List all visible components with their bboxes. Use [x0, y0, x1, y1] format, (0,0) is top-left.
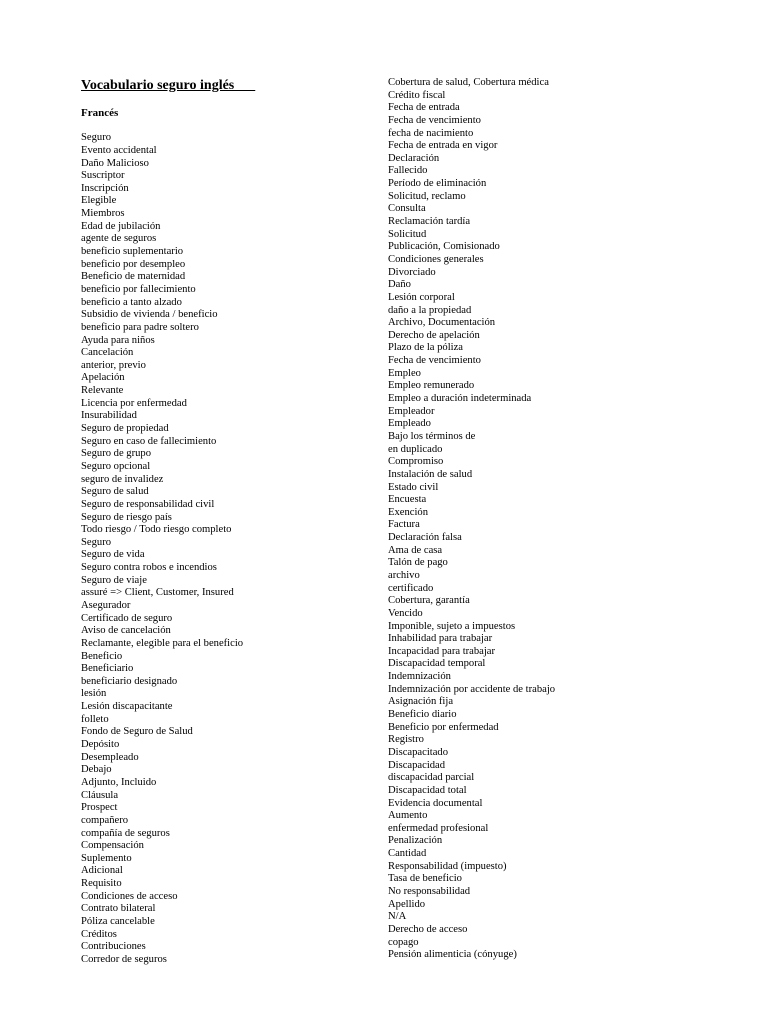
vocab-term: Declaración: [388, 152, 440, 164]
vocab-term: Vencido: [388, 607, 423, 619]
vocab-term: Relevante: [81, 385, 124, 397]
vocab-term: Fecha de vencimiento: [388, 355, 481, 367]
vocab-term: beneficio por fallecimiento: [81, 283, 196, 295]
vocab-term: Condiciones generales: [388, 253, 484, 265]
vocab-term: Discapacidad temporal: [388, 658, 486, 670]
vocab-term: beneficiario designado: [81, 675, 178, 687]
vocab-term: Adjunto, Incluido: [81, 776, 157, 788]
vocab-term: Inscripción: [81, 182, 129, 194]
vocab-term: Inhabilidad para trabajar: [388, 633, 493, 645]
vocab-term: Registro: [388, 734, 424, 746]
vocab-term: Apelación: [81, 372, 125, 384]
vocab-term: Cobertura de salud, Cobertura médica: [388, 77, 549, 88]
vocab-term: Exención: [388, 506, 429, 518]
vocab-term: copago: [388, 936, 419, 948]
vocab-term: Seguro: [81, 536, 112, 548]
vocab-term: Tasa de beneficio: [388, 873, 462, 885]
vocab-term: Aviso de cancelación: [81, 625, 171, 637]
vocab-term: Beneficio diario: [388, 709, 457, 721]
vocab-term: Compromiso: [388, 456, 444, 468]
vocab-term: Discapacidad: [388, 759, 446, 771]
vocab-term: Seguro contra robos e incendios: [81, 562, 217, 574]
vocab-term: Indemnización por accidente de trabajo: [388, 683, 556, 695]
vocab-term: Solicitud: [388, 228, 427, 240]
vocab-term: Asegurador: [81, 599, 131, 611]
vocab-term: Elegible: [81, 195, 117, 207]
vocab-term: Fallecido: [388, 165, 428, 177]
vocab-term: Responsabilidad (impuesto): [388, 860, 507, 872]
vocab-term: Créditos: [81, 928, 117, 940]
vocab-term: Instalación de salud: [388, 468, 473, 480]
vocab-term: daño a la propiedad: [388, 304, 472, 316]
vocab-term: Seguro de riesgo país: [81, 511, 172, 523]
vocab-term: seguro de invalidez: [81, 473, 164, 485]
vocab-term: Empleador: [388, 405, 435, 417]
vocab-term: Factura: [388, 519, 420, 531]
vocab-term: Contrato bilateral: [81, 903, 156, 915]
vocab-term: Talón de pago: [388, 557, 448, 569]
vocab-term: Lesión corporal: [388, 291, 455, 303]
vocab-term: folleto: [81, 713, 109, 725]
vocab-term: Encuesta: [388, 494, 427, 506]
vocab-term: Apellido: [388, 898, 426, 910]
vocab-term: Reclamante, elegible para el beneficio: [81, 637, 244, 649]
vocab-term: Depósito: [81, 739, 120, 751]
vocab-term: Contribuciones: [81, 941, 146, 953]
vocab-term: Prospect: [81, 802, 118, 814]
vocab-term: Beneficio por enfermedad: [388, 721, 499, 733]
vocab-term: assuré => Client, Customer, Insured: [81, 587, 234, 599]
vocab-term: Seguro en caso de fallecimiento: [81, 435, 217, 447]
vocab-term: Beneficiario: [81, 663, 134, 675]
vocab-term: fecha de nacimiento: [388, 127, 474, 139]
vocab-term: Todo riesgo / Todo riesgo completo: [81, 524, 232, 536]
vocab-term: Fecha de entrada en vigor: [388, 140, 498, 152]
vocab-term: Cancelación: [81, 347, 134, 359]
vocab-term: Indemnización: [388, 671, 451, 683]
vocab-term: Divorciado: [388, 266, 436, 278]
vocab-term: Corredor de seguros: [81, 953, 167, 965]
vocab-term: archivo: [388, 569, 420, 581]
right-column: [388, 77, 758, 962]
vocab-term: Publicación, Comisionado: [388, 241, 500, 253]
vocab-term: Miembros: [81, 208, 125, 220]
column-heading: Francés: [81, 107, 119, 119]
vocab-term: Declaración falsa: [388, 532, 462, 544]
vocab-term: Penalización: [388, 835, 443, 847]
vocab-term: Empleo a duración indeterminada: [388, 393, 532, 405]
vocab-term: Discapacidad total: [388, 784, 467, 796]
vocab-term: Seguro de salud: [81, 486, 149, 498]
vocab-term: Compensación: [81, 840, 144, 852]
vocab-term: Certificado de seguro: [81, 612, 173, 624]
vocab-term: enfermedad profesional: [388, 822, 489, 834]
vocab-term: Derecho de acceso: [388, 923, 468, 935]
vocab-term: Seguro de propiedad: [81, 423, 169, 435]
vocab-term: agente de seguros: [81, 233, 157, 245]
vocab-term: Cláusula: [81, 789, 119, 801]
vocab-term: Beneficio: [81, 650, 123, 662]
vocab-term: Póliza cancelable: [81, 916, 155, 927]
vocab-term: Asignación fija: [388, 696, 454, 708]
vocab-term: beneficio para padre soltero: [81, 321, 199, 333]
vocab-term: Consulta: [388, 203, 426, 215]
vocab-term: Seguro de responsabilidad civil: [81, 498, 215, 510]
vocab-term: N/A: [388, 911, 407, 923]
vocab-term: Crédito fiscal: [388, 89, 446, 101]
vocab-term: Seguro opcional: [81, 460, 151, 472]
vocab-term: Solicitud, reclamo: [388, 190, 466, 202]
vocab-term: Debajo: [81, 764, 112, 776]
vocab-term: beneficio a tanto alzado: [81, 296, 182, 308]
vocab-term: Licencia por enfermedad: [81, 397, 187, 409]
vocab-term: No responsabilidad: [388, 886, 471, 897]
vocab-term: Requisito: [81, 878, 122, 890]
vocab-term: compañía de seguros: [81, 827, 170, 839]
vocab-term: Beneficio de maternidad: [81, 271, 186, 283]
left-term-list: [81, 132, 371, 966]
vocab-term: en duplicado: [388, 443, 443, 455]
vocab-term: Evento accidental: [81, 144, 157, 156]
vocab-term: Discapacitado: [388, 746, 449, 758]
vocab-term: beneficio por desempleo: [81, 258, 186, 270]
vocab-term: Edad de jubilación: [81, 220, 161, 232]
vocab-term: Condiciones de acceso: [81, 890, 178, 902]
vocab-term: Imponible, sujeto a impuestos: [388, 620, 516, 632]
vocab-term: Daño Malicioso: [81, 157, 149, 169]
vocab-term: Ayuda para niños: [81, 334, 155, 346]
vocab-term: Período de eliminación: [388, 178, 487, 190]
vocab-term: Ama de casa: [388, 544, 443, 556]
vocab-term: Empleo: [388, 367, 421, 379]
vocab-term: Reclamación tardía: [388, 216, 471, 228]
vocab-term: lesión: [81, 688, 107, 700]
vocab-term: Suscriptor: [81, 170, 125, 182]
vocab-term: Evidencia documental: [388, 797, 483, 809]
vocab-term: Cantidad: [388, 848, 427, 860]
vocab-term: Estado civil: [388, 481, 439, 493]
vocab-term: Adicional: [81, 865, 123, 877]
vocab-term: Bajo los términos de: [388, 430, 476, 442]
vocab-term: Pensión alimenticia (cónyuge): [388, 949, 517, 961]
vocab-term: Aumento: [388, 810, 428, 822]
vocab-term: Seguro de vida: [81, 549, 145, 561]
vocab-term: Fecha de vencimiento: [388, 114, 481, 126]
vocab-term: Seguro de viaje: [81, 574, 147, 586]
vocab-term: beneficio suplementario: [81, 246, 184, 258]
document-title: Vocabulario seguro inglés: [81, 78, 256, 93]
vocab-term: Suplemento: [81, 852, 132, 864]
vocab-term: Incapacidad para trabajar: [388, 645, 496, 657]
left-column: [81, 78, 371, 967]
vocab-term: compañero: [81, 814, 129, 826]
vocab-term: Seguro de grupo: [81, 448, 152, 460]
vocab-term: Desempleado: [81, 751, 139, 763]
vocab-term: anterior, previo: [81, 359, 146, 371]
vocab-term: Daño: [388, 279, 411, 291]
vocab-term: Fondo de Seguro de Salud: [81, 726, 193, 738]
vocab-term: Empleo remunerado: [388, 380, 475, 392]
vocab-term: Insurabilidad: [81, 410, 137, 422]
vocab-term: Seguro: [81, 132, 112, 144]
vocab-term: Derecho de apelación: [388, 329, 480, 341]
vocab-term: Subsidio de vivienda / beneficio: [81, 309, 218, 321]
vocab-term: Plazo de la póliza: [388, 342, 464, 354]
vocab-term: Empleado: [388, 418, 431, 430]
vocab-term: certificado: [388, 582, 434, 594]
vocab-term: discapacidad parcial: [388, 772, 475, 784]
right-term-list: [388, 77, 758, 962]
vocab-term: Fecha de entrada: [388, 102, 460, 114]
vocab-term: Archivo, Documentación: [388, 317, 496, 329]
vocab-term: Cobertura, garantía: [388, 595, 470, 607]
vocab-term: Lesión discapacitante: [81, 701, 173, 713]
